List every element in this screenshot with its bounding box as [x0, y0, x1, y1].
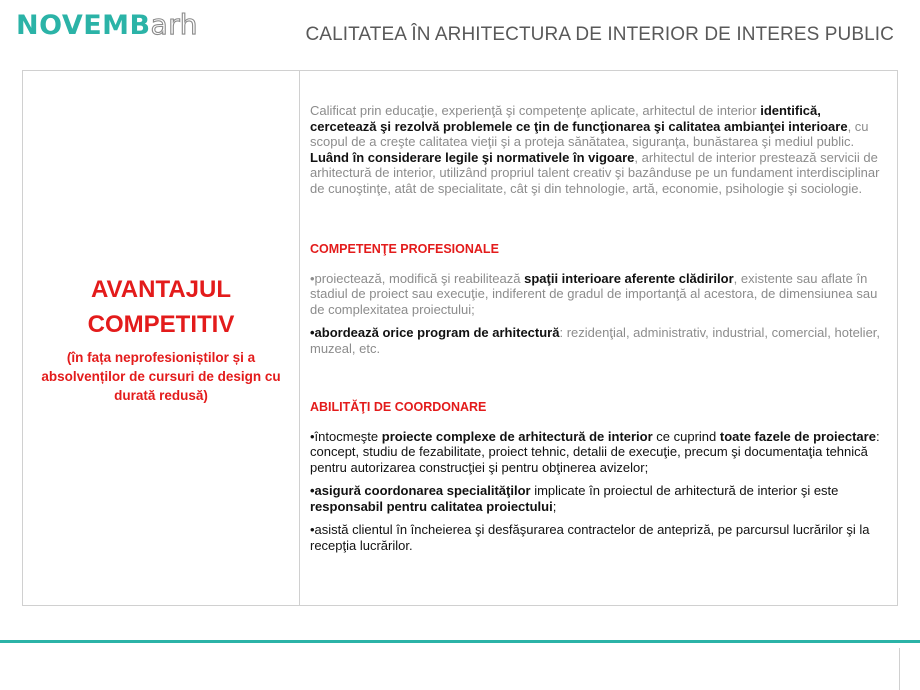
- intro-text-1: Calificat prin educaţie, experienţă şi competenţe aplicate, arhitectul de interior: [310, 103, 761, 118]
- competente-title: COMPETENŢE PROFESIONALE: [310, 242, 499, 256]
- bullet-bold: spaţii interioare aferente clădirilor: [524, 270, 734, 286]
- bullet-bold: •asigură coordonarea specialităţilor: [310, 483, 531, 498]
- footer-tick: [899, 648, 900, 690]
- heading-line-2: COMPETITIV: [87, 310, 235, 338]
- heading-subtitle: (în fața neprofesioniștilor și a absolvenților de cursuri de design cu durată redusă): [41, 349, 281, 403]
- bullet-text: implicate în proiectul de arhitectură de interior şi este: [530, 483, 839, 498]
- heading-line-1: AVANTAJUL: [91, 275, 231, 303]
- bullet-text: •proiectează, modifică şi reabilitează: [310, 270, 525, 286]
- bullet-text: : concept, studiu de fezabilitate, proiect tehnic, detalii de execuţie, precum şi documentaţia tehnică pentru autorizarea construcţiei şi pentru obţinerea avizelor;: [310, 428, 880, 475]
- bullet-bold: responsabil pentru calitatea proiectului: [310, 498, 553, 514]
- bullet-text: •întocmeşte: [310, 428, 382, 444]
- logo-thin-text: arh: [150, 8, 199, 41]
- competente-bullet-2: [310, 325, 885, 356]
- footer-divider: [0, 640, 920, 643]
- bullet-text: , existente sau aflate în stadiul de proiect sau execuţie, indiferent de gradul de importanţă al acestora, de dimensiunea sau de complexitatea proiectului;: [310, 270, 878, 317]
- abilitati-bullet-2: [310, 483, 885, 514]
- abilitati-bullet-1: [310, 429, 885, 476]
- bullet-text: •asistă clientul în încheierea şi desfăşurarea contractelor de antepriză, pe parcursul lucrărilor şi la recepţia lucrărilor.: [310, 522, 870, 553]
- bullet-text: ce cuprind: [652, 428, 720, 444]
- intro-text-2: , cu scopul de a creşte calitatea vieţii şi a proteja sănătatea, siguranţa, bunăstarea şi mediul public.: [310, 118, 869, 149]
- abilitati-bullet-3: [310, 522, 885, 553]
- intro-paragraph: [310, 103, 885, 196]
- abilitati-title: ABILITĂŢI DE COORDONARE: [310, 400, 487, 414]
- bullet-text: : rezidenţial, administrativ, industrial, comercial, hotelier, muzeal, etc.: [310, 325, 881, 356]
- intro-text-3: , arhitectul de interior prestează servicii de arhitectură de interior, utilizând propriul talent creativ şi bazânduse pe un fundament interdisciplinar de cunoştinţe, atât de specialitate, cât şi din tehnologie, artă, economie, psihologie şi sociologie.: [310, 149, 880, 196]
- content-table: [22, 70, 898, 606]
- bullet-text: ;: [552, 498, 557, 514]
- competente-bullet-1: [310, 271, 885, 318]
- bullet-bold: toate fazele de proiectare: [719, 428, 876, 444]
- logo-bold-text: NOVEMB: [16, 10, 151, 41]
- intro-bold-2: Luând în considerare legile şi normativele în vigoare: [310, 149, 635, 165]
- page-title: CALITATEA ÎN ARHITECTURA DE INTERIOR DE INTERES PUBLIC: [305, 24, 894, 45]
- novembarh-logo: [16, 8, 198, 46]
- intro-bold-1: identifică, cercetează şi rezolvă problemele ce ţin de funcţionarea şi calitatea ambianţei interioare: [310, 103, 848, 134]
- description-cell: [300, 71, 897, 605]
- competitive-advantage-cell: [23, 71, 300, 605]
- bullet-bold: •abordează orice program de arhitectură: [310, 325, 560, 340]
- bullet-bold: proiecte complexe de arhitectură de interior: [381, 428, 653, 444]
